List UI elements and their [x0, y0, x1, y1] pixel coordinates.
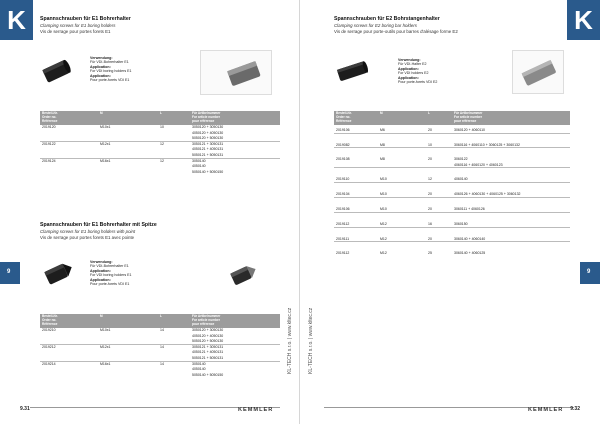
cell-l: 20: [428, 127, 432, 132]
section-subtitle-en: Clamping screws for E2 boring bar holders: [334, 23, 417, 28]
cell-order: 2019111: [334, 227, 378, 242]
cell-m: M16x1: [98, 361, 158, 367]
chapter-number: 9: [587, 269, 591, 275]
usage-value: Für VDI-Halter E2: [398, 62, 427, 67]
cell-m: M6: [380, 127, 385, 132]
application-label-en: Application:: [398, 66, 419, 71]
cell-ref: 3050121 + 3050131: [190, 141, 280, 147]
cell-l: 16: [426, 212, 452, 227]
page-number: 9.32: [570, 406, 580, 412]
table-body: [40, 125, 280, 175]
cell-empty: [40, 372, 98, 377]
cell-ref: 3050140: [190, 158, 280, 164]
table-header: [40, 111, 280, 125]
cell-ref: 5050120 + 5050130: [192, 338, 224, 343]
usage-label-2: Verwendung:: [90, 260, 113, 264]
cell-ref: 4060140: [452, 168, 570, 183]
table-row: [334, 183, 570, 198]
usage-info-2: [90, 260, 132, 286]
cell-ref: 3060140 + 4060140: [452, 227, 570, 242]
table-row: [334, 125, 570, 133]
cell-l: 20: [426, 227, 452, 242]
section2-subtitle-en: Clamping screws for E1 boring holders with point: [40, 229, 136, 234]
column-header: Für Artikelnummer For article number pour référence: [452, 111, 570, 125]
section-subtitle-en: Clamping screws for E1 boring holders: [40, 23, 116, 28]
cell-l: 20: [426, 148, 452, 162]
cell-order: 2019104: [334, 183, 378, 198]
cell-l: 10: [426, 133, 452, 148]
cell-ref: 3060122: [452, 148, 570, 162]
usage-value: Für VDI-Bohrerhalter E1: [90, 60, 129, 65]
cell-ref: 3060116 + 4060110 + 3060125 + 3060132: [452, 133, 570, 148]
table-row: [334, 198, 570, 213]
clamping-screw-photo: [40, 54, 74, 88]
cell-ref: 4050120 + 4050130: [192, 333, 224, 338]
section2-title: Spannschrauben für E1 Bohrerhalter mit Spitze: [40, 222, 157, 228]
cell-order: 2019106: [336, 127, 350, 132]
application-label-fr-2: Application:: [90, 277, 111, 282]
screw-detail-icon: [201, 51, 273, 96]
table-header: [40, 314, 280, 328]
table-row: [334, 133, 570, 148]
column-header: Für Artikelnummer For article number pour référence: [190, 111, 280, 125]
cell-ref: 4050140: [192, 164, 206, 169]
section-subtitle-fr: Vis de serrage pour porte-outils pour barres d'alésage forme E2: [334, 29, 458, 34]
page-number: 9.31: [20, 406, 30, 412]
table-header: [334, 111, 570, 125]
cell-order: 2019112: [334, 212, 378, 227]
usage-label: Verwendung:: [398, 58, 421, 62]
cell-ref: 5050120 + 5050130: [192, 135, 224, 140]
cell-ref: 5050121 + 5050131: [192, 152, 224, 157]
column-header: Bestell-Nr. Order no. Référence: [40, 111, 98, 125]
application-value-en-2: For VDI boring holders E1: [90, 273, 132, 278]
table-row: [40, 372, 280, 377]
cell-order: 2019112: [334, 242, 378, 256]
cell-order: 2019122: [40, 141, 98, 147]
cell-m: M10x1: [100, 125, 111, 130]
cell-m: M8: [378, 133, 426, 148]
screw-e2-table: [334, 111, 570, 256]
clamping-screw-e2-photo: [334, 56, 372, 86]
screw-detail-photo: [200, 50, 272, 95]
usage-label: Verwendung:: [90, 56, 113, 60]
usage-info: [90, 56, 132, 82]
cell-ref: 3060150: [452, 212, 570, 227]
cell-l: 14: [160, 328, 164, 333]
column-header: L: [426, 111, 452, 125]
table-body: [334, 125, 570, 256]
cell-ref: 5050140 + 5050150: [192, 169, 224, 174]
cell-l: 10: [160, 125, 164, 130]
cell-m: M10: [378, 183, 426, 198]
cell-ref: 3060140 + 4060125: [452, 242, 570, 256]
chapter-number: 9: [7, 269, 11, 275]
cell-ref: 4060116 + 4060120 + 4060123: [454, 162, 503, 167]
table-row: [334, 242, 570, 256]
section2-subtitle-fr: Vis de serrage pour portes forets E1 avec pointe: [40, 235, 135, 240]
screw-table: [40, 111, 280, 174]
application-value-fr: Pour porte-forets VDI E1: [90, 78, 130, 83]
chapter-tab: [0, 262, 20, 284]
application-value-fr-2: Pour porte-forets VDI E1: [90, 282, 130, 287]
application-value-en: For VDI boring holders E1: [90, 69, 132, 74]
cell-order: 2019108: [334, 148, 378, 162]
brand-name: KEMMLER: [528, 407, 564, 413]
section-title: Spannschrauben für E2 Bohrstangenhalter: [334, 16, 440, 22]
cell-order: 2019106: [334, 198, 378, 213]
cell-m: M12: [378, 242, 426, 256]
cell-m: M10: [378, 168, 426, 183]
cell-ref: 4050140: [192, 367, 206, 372]
column-header: M: [378, 111, 426, 125]
brand-name: KEMMLER: [238, 407, 274, 413]
application-label-en-2: Application:: [90, 268, 111, 273]
cell-ref: 3050120 + 3050130: [192, 328, 224, 333]
table-row: [334, 148, 570, 162]
cell-m: M8: [378, 148, 426, 162]
application-value-fr: Pour porte-forets VDI E2: [398, 80, 438, 85]
cell-ref: 4060126 + 4060130 + 4060125 + 3060132: [452, 183, 570, 198]
cell-empty: [158, 169, 190, 174]
cell-l: 25: [426, 242, 452, 256]
cell-empty: [40, 169, 98, 174]
usage-info: [398, 58, 437, 84]
cell-ref: 3060111 + 4060126: [452, 198, 570, 213]
cell-l: 12: [158, 158, 190, 164]
cell-m: M12: [378, 212, 426, 227]
cell-order: 2019124: [40, 158, 98, 164]
cell-l: 12: [158, 141, 190, 147]
right-page: [300, 0, 600, 424]
cell-order: 2019210: [42, 328, 56, 333]
column-header: Für Artikelnummer For article number pour référence: [190, 314, 280, 328]
cell-ref: 5050121 + 5050131: [192, 355, 224, 360]
screw-e2-detail-photo: [512, 50, 564, 94]
cell-ref: 3050140: [190, 361, 280, 367]
column-header: Bestell-Nr. Order no. Référence: [40, 314, 98, 328]
cell-empty: [158, 372, 190, 377]
table-body: [40, 328, 280, 378]
cell-l: 12: [426, 168, 452, 183]
cell-order: 2019110: [334, 168, 378, 183]
column-header: M: [98, 111, 158, 125]
column-header: L: [158, 111, 190, 125]
section-title: Spannschrauben für E1 Bohrerhalter: [40, 16, 131, 22]
application-label-fr: Application:: [398, 75, 419, 80]
kemmler-logo: K: [567, 0, 600, 40]
column-header: L: [158, 314, 190, 328]
cell-empty: [98, 169, 158, 174]
cell-empty: [98, 372, 158, 377]
column-header: M: [98, 314, 158, 328]
side-imprint: KL-TECH s.r.o. | www.kltec.cz: [287, 307, 293, 374]
application-label-fr: Application:: [90, 73, 111, 78]
cell-m: M12: [378, 227, 426, 242]
section-subtitle-fr: Vis de serrage pour portes forets E1: [40, 29, 111, 34]
cell-m: M16x1: [98, 158, 158, 164]
cell-order: 2019212: [40, 344, 98, 350]
kemmler-logo: K: [0, 0, 33, 40]
column-header: Bestell-Nr. Order no. Référence: [334, 111, 378, 125]
cell-ref: 3060120 + 4060110: [454, 127, 485, 132]
cell-m: M10x1: [100, 328, 111, 333]
screw-e2-detail-icon: [513, 51, 565, 95]
table-row: [334, 168, 570, 183]
application-value-en: For VDI holders E2: [398, 71, 429, 76]
table-row: [40, 169, 280, 174]
cell-order: 2019082: [334, 133, 378, 148]
cell-ref: 4050120 + 4050130: [192, 130, 224, 135]
usage-value-2: Für VDI-Bohrerhalter E1: [90, 264, 129, 269]
screw-point-detail-photo: [226, 258, 262, 292]
chapter-tab: [580, 262, 600, 284]
cell-ref: 4050121 + 4050131: [192, 350, 224, 355]
cell-l: 20: [426, 183, 452, 198]
cell-ref: 3050121 + 3050131: [190, 344, 280, 350]
cell-ref: 3050120 + 3050130: [192, 125, 224, 130]
application-label-en: Application:: [90, 64, 111, 69]
cell-m: M12x1: [98, 141, 158, 147]
cell-order: 2019214: [40, 361, 98, 367]
side-imprint: KL-TECH s.r.o. | www.kltec.cz: [308, 307, 314, 374]
cell-ref: 5050140 + 5050150: [192, 372, 224, 377]
cell-l: 14: [158, 344, 190, 350]
cell-l: 14: [158, 361, 190, 367]
cell-m: M10: [378, 198, 426, 213]
cell-ref: 4050121 + 4050131: [192, 147, 224, 152]
cell-m: M12x1: [98, 344, 158, 350]
cell-order: 2019120: [42, 125, 56, 130]
screw-point-table: [40, 314, 280, 377]
clamping-screw-point-photo: [42, 256, 76, 290]
table-row: [334, 212, 570, 227]
cell-l: 20: [426, 198, 452, 213]
table-row: [334, 227, 570, 242]
